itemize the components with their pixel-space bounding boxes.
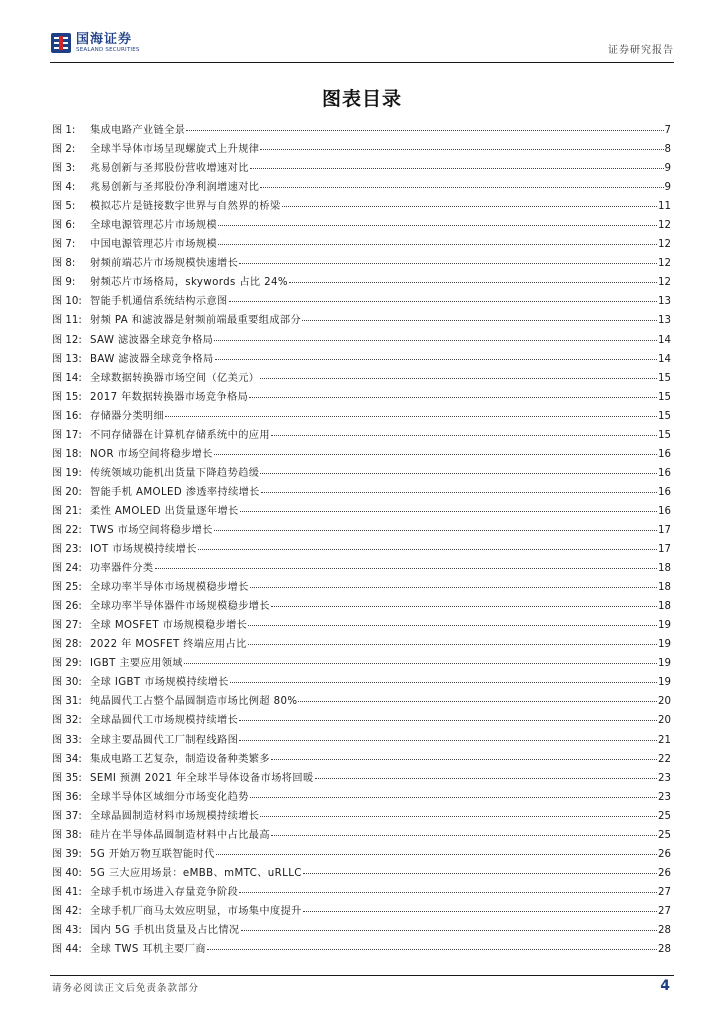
toc-dot-leader (303, 863, 657, 874)
toc-entry-page: 20 (658, 696, 671, 708)
toc-entry-page: 17 (658, 524, 671, 536)
toc-entry-page: 22 (658, 753, 671, 765)
toc-dot-leader (260, 177, 663, 188)
toc-entry[interactable] (52, 292, 671, 311)
toc-entry-label: 图 31: (52, 696, 82, 708)
toc-entry-page: 23 (658, 772, 671, 784)
toc-entry[interactable] (52, 483, 671, 502)
toc-dot-leader (214, 330, 657, 341)
toc-entry-title: 智能手机 AMOLED 渗透率持续增长 (90, 486, 260, 498)
toc-dot-leader (198, 539, 657, 550)
toc-entry[interactable] (52, 197, 671, 216)
toc-entry[interactable] (52, 578, 671, 597)
toc-entry-title: NOR 市场空间将稳步增长 (90, 448, 213, 460)
toc-entry[interactable] (52, 769, 671, 788)
page-title: 图表目录 (321, 88, 402, 110)
toc-dot-leader (239, 882, 657, 893)
toc-entry[interactable] (52, 445, 671, 464)
toc-dot-leader (250, 787, 657, 798)
toc-entry[interactable] (52, 711, 671, 730)
toc-dot-leader (271, 825, 657, 836)
toc-entry[interactable] (52, 597, 671, 616)
toc-entry[interactable] (52, 845, 671, 864)
toc-entry-page: 15 (658, 410, 671, 422)
toc-entry[interactable] (52, 235, 671, 254)
toc-entry-title: 国内 5G 手机出货量及占比情况 (90, 924, 240, 936)
toc-dot-leader (282, 196, 657, 207)
toc-entry-label: 图 4: (52, 182, 76, 194)
toc-entry[interactable] (52, 350, 671, 369)
toc-entry-label: 图 43: (52, 924, 82, 936)
toc-entry-label: 图 34: (52, 753, 82, 765)
toc-entry-title: 模拟芯片是链接数字世界与自然界的桥梁 (90, 201, 281, 213)
toc-entry-page: 19 (658, 677, 671, 689)
toc-entry[interactable] (52, 616, 671, 635)
toc-dot-leader (214, 520, 657, 531)
toc-entry-title: SEMI 预测 2021 年全球半导体设备市场将回暖 (90, 772, 314, 784)
toc-entry[interactable] (52, 883, 671, 902)
toc-entry-page: 25 (658, 829, 671, 841)
toc-dot-leader (218, 234, 657, 245)
toc-entry-page: 18 (658, 582, 671, 594)
logo-chinese-name: 国海证券 (76, 31, 133, 47)
toc-dot-leader (241, 920, 658, 931)
toc-dot-leader (240, 501, 657, 512)
toc-dot-leader (239, 253, 657, 264)
toc-dot-leader (302, 310, 657, 321)
toc-entry-label: 图 10: (52, 296, 82, 308)
toc-entry-title: IOT 市场规模持续增长 (90, 544, 197, 556)
toc-entry-label: 图 7: (52, 239, 76, 251)
toc-dot-leader (229, 291, 657, 302)
toc-entry-page: 14 (658, 353, 671, 365)
toc-entry-page: 9 (664, 182, 671, 194)
toc-dot-leader (315, 768, 657, 779)
toc-entry-label: 图 44: (52, 944, 82, 956)
toc-entry[interactable] (52, 121, 671, 140)
toc-entry-label: 图 6: (52, 220, 76, 232)
toc-dot-leader (298, 691, 657, 702)
header-divider (50, 62, 674, 63)
toc-entry[interactable] (52, 826, 671, 845)
toc-entry-label: 图 21: (52, 505, 82, 517)
toc-entry[interactable] (52, 673, 671, 692)
toc-dot-leader (214, 444, 657, 455)
toc-dot-leader (260, 368, 657, 379)
toc-entry-title: 全球功率半导体器件市场规模稳步增长 (90, 601, 270, 613)
toc-entry-page: 23 (658, 791, 671, 803)
toc-dot-leader (165, 406, 657, 417)
toc-entry-label: 图 17: (52, 429, 82, 441)
report-type: 证券研究报告 (608, 45, 674, 56)
page-header (50, 32, 674, 60)
toc-entry-page: 26 (658, 867, 671, 879)
toc-entry[interactable] (52, 388, 671, 407)
toc-entry[interactable] (52, 140, 671, 159)
toc-entry-page: 13 (658, 315, 671, 327)
toc-entry-title: 射频芯片市场格局，skywords 占比 24% (90, 277, 289, 289)
toc-entry-page: 8 (664, 144, 671, 156)
toc-entry-title: 全球半导体市场呈现螺旋式上升规律 (90, 144, 260, 156)
toc-entry-title: 全球电源管理芯片市场规模 (90, 220, 218, 232)
toc-entry[interactable] (52, 521, 671, 540)
toc-entry[interactable] (52, 559, 671, 578)
toc-entry-title: 集成电路工艺复杂，制造设备种类繁多 (90, 753, 270, 765)
toc-entry-title: 全球主要晶圆代工厂制程线路图 (90, 734, 239, 746)
toc-dot-leader (239, 730, 657, 741)
toc-entry-title: 中国电源管理芯片市场规模 (90, 239, 218, 251)
toc-entry-label: 图 25: (52, 582, 82, 594)
toc-entry-title: 兆易创新与圣邦股份营收增速对比 (90, 163, 249, 175)
toc-entry[interactable] (52, 692, 671, 711)
toc-entry-title: TWS 市场空间将稳步增长 (90, 524, 213, 536)
toc-entry-label: 图 19: (52, 467, 82, 479)
toc-entry-page: 27 (658, 886, 671, 898)
toc-entry-title: 兆易创新与圣邦股份净利润增速对比 (90, 182, 260, 194)
toc-dot-leader (230, 672, 657, 683)
toc-dot-leader (250, 158, 664, 169)
toc-dot-leader (248, 615, 657, 626)
toc-dot-leader (271, 596, 657, 607)
toc-entry-title: 5G 三大应用场景：eMBB、mMTC、uRLLC (90, 867, 302, 879)
toc-entry-title: 全球数据转换器市场空间（亿美元） (90, 372, 260, 384)
toc-dot-leader (207, 939, 657, 950)
toc-entry-label: 图 11: (52, 315, 82, 327)
toc-entry[interactable] (52, 159, 671, 178)
toc-entry-page: 14 (658, 334, 671, 346)
toc-entry[interactable] (52, 635, 671, 654)
toc-entry[interactable] (52, 731, 671, 750)
toc-entry[interactable] (52, 864, 671, 883)
toc-entry-label: 图 36: (52, 791, 82, 803)
toc-dot-leader (289, 272, 657, 283)
toc-entry-label: 图 9: (52, 277, 76, 289)
toc-entry[interactable] (52, 502, 671, 521)
toc-entry-label: 图 22: (52, 524, 82, 536)
toc-entry-label: 图 40: (52, 867, 82, 879)
toc-entry-label: 图 13: (52, 353, 82, 365)
toc-entry-label: 图 26: (52, 601, 82, 613)
toc-entry-page: 27 (658, 905, 671, 917)
toc-entry-page: 12 (658, 277, 671, 289)
toc-dot-leader (249, 387, 657, 398)
toc-entry-label: 图 2: (52, 144, 76, 156)
toc-entry-title: 全球功率半导体市场规模稳步增长 (90, 582, 249, 594)
toc-dot-leader (184, 653, 657, 664)
toc-entry-label: 图 37: (52, 810, 82, 822)
toc-entry-title: 射频 PA 和滤波器是射频前端最重要组成部分 (90, 315, 302, 327)
toc-entry-title: 5G 开始万物互联智能时代 (90, 848, 215, 860)
toc-entry[interactable] (52, 216, 671, 235)
toc-entry-page: 9 (664, 163, 671, 175)
toc-entry[interactable] (52, 311, 671, 330)
toc-entry[interactable] (52, 921, 671, 940)
toc-entry-page: 20 (658, 715, 671, 727)
toc-entry-page: 25 (658, 810, 671, 822)
toc-entry-page: 16 (658, 486, 671, 498)
toc-entry[interactable] (52, 331, 671, 350)
toc-entry-title: 全球 TWS 耳机主要厂商 (90, 944, 206, 956)
toc-entry[interactable] (52, 654, 671, 673)
toc-entry[interactable] (52, 254, 671, 273)
toc-entry-label: 图 33: (52, 734, 82, 746)
toc-entry-title: 硅片在半导体晶圆制造材料中占比最高 (90, 829, 270, 841)
toc-entry-label: 图 30: (52, 677, 82, 689)
toc-entry-title: 全球半导体区域细分市场变化趋势 (90, 791, 249, 803)
toc-entry-page: 15 (658, 372, 671, 384)
footer-disclaimer: 请务必阅读正文后免责条款部分 (52, 983, 200, 994)
toc-dot-leader (260, 463, 657, 474)
toc-entry-title: 射频前端芯片市场规模快速增长 (90, 258, 239, 270)
logo-english-name: SEALAND SECURITIES (76, 46, 140, 53)
toc-entry[interactable] (52, 273, 671, 292)
toc-entry-label: 图 5: (52, 201, 76, 213)
toc-dot-leader (250, 577, 657, 588)
toc-entry-page: 16 (658, 448, 671, 460)
toc-entry-page: 18 (658, 563, 671, 575)
toc-entry-page: 19 (658, 658, 671, 670)
toc-entry[interactable] (52, 750, 671, 769)
toc-dot-leader (271, 425, 657, 436)
toc-entry-label: 图 23: (52, 544, 82, 556)
toc-entry-page: 21 (658, 734, 671, 746)
footer-divider (50, 975, 674, 976)
toc-entry-page: 26 (658, 848, 671, 860)
toc-entry-title: 不同存储器在计算机存储系统中的应用 (90, 429, 270, 441)
toc-dot-leader (239, 710, 657, 721)
toc-entry-page: 18 (658, 601, 671, 613)
toc-entry-page: 11 (658, 201, 671, 213)
toc-entry-page: 12 (658, 220, 671, 232)
toc-entry-title: 全球 IGBT 市场规模持续增长 (90, 677, 229, 689)
company-logo (50, 32, 140, 54)
toc-entry-page: 19 (658, 620, 671, 632)
toc-dot-leader (155, 558, 658, 569)
toc-entry-title: BAW 滤波器全球竞争格局 (90, 353, 214, 365)
toc-entry[interactable] (52, 369, 671, 388)
toc-entry-label: 图 20: (52, 486, 82, 498)
toc-entry-label: 图 29: (52, 658, 82, 670)
toc-entry-label: 图 27: (52, 620, 82, 632)
toc-entry-label: 图 35: (52, 772, 82, 784)
figure-list (52, 121, 671, 959)
toc-entry-label: 图 28: (52, 639, 82, 651)
toc-entry-page: 15 (658, 429, 671, 441)
toc-entry[interactable] (52, 807, 671, 826)
toc-entry[interactable] (52, 902, 671, 921)
sealand-logo-icon (50, 32, 72, 54)
toc-entry-title: 柔性 AMOLED 出货量逐年增长 (90, 505, 239, 517)
toc-entry-title: 全球手机市场进入存量竞争阶段 (90, 886, 239, 898)
toc-entry-page: 13 (658, 296, 671, 308)
toc-entry[interactable] (52, 940, 671, 959)
toc-entry-title: 2022 年 MOSFET 终端应用占比 (90, 639, 247, 651)
toc-entry-label: 图 38: (52, 829, 82, 841)
toc-entry-title: 功率器件分类 (90, 563, 154, 575)
toc-entry-label: 图 32: (52, 715, 82, 727)
toc-entry[interactable] (52, 788, 671, 807)
toc-entry-page: 12 (658, 258, 671, 270)
toc-entry-page: 28 (658, 924, 671, 936)
toc-dot-leader (215, 349, 657, 360)
toc-entry-title: 存储器分类明细 (90, 410, 165, 422)
toc-entry-label: 图 39: (52, 848, 82, 860)
toc-entry-page: 17 (658, 544, 671, 556)
toc-dot-leader (216, 844, 657, 855)
toc-entry-title: 全球晶圆代工市场规模持续增长 (90, 715, 239, 727)
toc-entry[interactable] (52, 464, 671, 483)
toc-entry[interactable] (52, 426, 671, 445)
toc-dot-leader (218, 215, 657, 226)
toc-entry-page: 7 (664, 125, 671, 136)
toc-entry-label: 图 14: (52, 372, 82, 384)
toc-entry-title: 2017 年数据转换器市场竞争格局 (90, 391, 249, 403)
toc-entry-title: 智能手机通信系统结构示意图 (90, 296, 228, 308)
toc-entry-label: 图 42: (52, 905, 82, 917)
toc-entry-label: 图 24: (52, 563, 82, 575)
toc-entry-label: 图 12: (52, 334, 82, 346)
toc-dot-leader (186, 120, 663, 131)
toc-entry-page: 28 (658, 944, 671, 956)
toc-entry-page: 15 (658, 391, 671, 403)
toc-entry-title: SAW 滤波器全球竞争格局 (90, 334, 214, 346)
toc-entry-title: 全球 MOSFET 市场规模稳步增长 (90, 620, 248, 632)
page-number: 4 (660, 978, 670, 994)
toc-dot-leader (303, 901, 657, 912)
toc-dot-leader (260, 139, 663, 150)
toc-dot-leader (260, 806, 657, 817)
toc-entry-label: 图 3: (52, 163, 76, 175)
toc-entry[interactable] (52, 407, 671, 426)
toc-entry-title: 集成电路产业链全景 (90, 125, 186, 136)
toc-entry-title: 全球手机厂商马太效应明显，市场集中度提升 (90, 905, 302, 917)
toc-entry-title: 传统领域功能机出货量下降趋势趋缓 (90, 467, 260, 479)
toc-entry-page: 12 (658, 239, 671, 251)
toc-entry-title: IGBT 主要应用领域 (90, 658, 183, 670)
toc-entry[interactable] (52, 178, 671, 197)
toc-entry-page: 19 (658, 639, 671, 651)
toc-entry-title: 纯晶圆代工占整个晶圆制造市场比例超 80% (90, 696, 298, 708)
toc-entry-title: 全球晶圆制造材料市场规模持续增长 (90, 810, 260, 822)
toc-entry-label: 图 41: (52, 886, 82, 898)
toc-entry-label: 图 18: (52, 448, 82, 460)
toc-entry-page: 16 (658, 467, 671, 479)
toc-dot-leader (248, 634, 657, 645)
toc-entry-page: 16 (658, 505, 671, 517)
toc-dot-leader (261, 482, 657, 493)
toc-entry[interactable] (52, 540, 671, 559)
toc-entry-label: 图 1: (52, 125, 76, 136)
toc-entry-label: 图 8: (52, 258, 76, 270)
toc-dot-leader (271, 749, 657, 760)
toc-entry-label: 图 16: (52, 410, 82, 422)
toc-entry-label: 图 15: (52, 391, 82, 403)
